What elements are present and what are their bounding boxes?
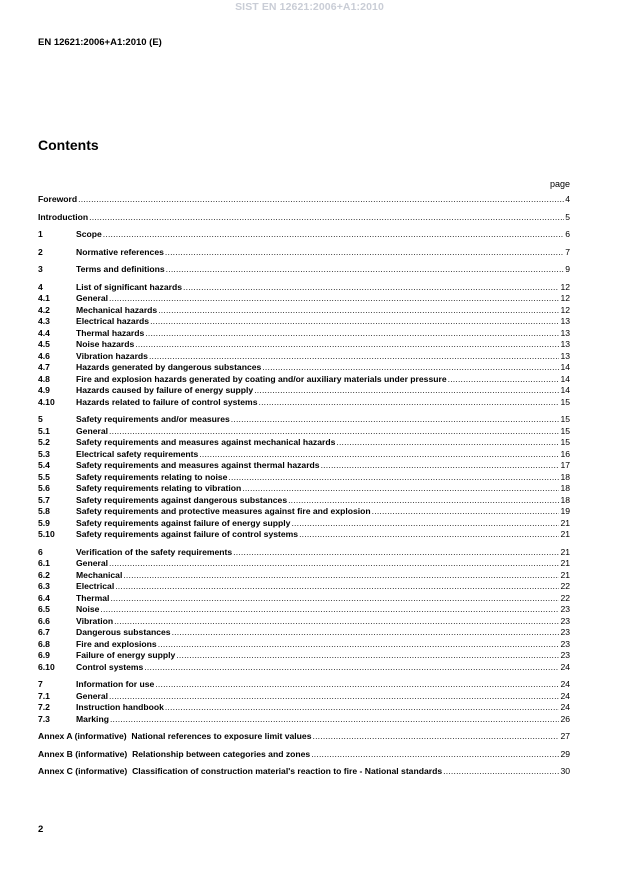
toc-entry[interactable] xyxy=(38,339,570,351)
toc-entry-page: 27 xyxy=(560,731,570,741)
toc-entry-page: 7 xyxy=(565,246,570,257)
toc-entry-title: Electrical hazards xyxy=(76,316,150,326)
toc-entry-title: Scope xyxy=(76,229,102,239)
toc-entry-number: 6.5 xyxy=(38,604,50,614)
toc-entry-number: 7.1 xyxy=(38,690,50,701)
toc-entry-title: Terms and definitions xyxy=(76,264,165,274)
toc-entry[interactable] xyxy=(38,194,570,206)
dot-leader xyxy=(183,282,559,294)
dot-leader xyxy=(100,604,559,616)
toc-entry[interactable] xyxy=(38,627,570,639)
toc-entry-title: Safety requirements and measures against mechanical hazards xyxy=(76,437,336,447)
toc-entry-page: 26 xyxy=(560,713,570,724)
dot-leader xyxy=(158,639,560,651)
toc-entry[interactable] xyxy=(38,483,570,495)
dot-leader xyxy=(109,691,559,703)
page-number: 2 xyxy=(38,824,44,835)
toc-entry-page: 4 xyxy=(565,194,570,204)
toc-entry[interactable] xyxy=(38,414,570,426)
toc-entry-number: 6.10 xyxy=(38,661,55,672)
toc-entry[interactable] xyxy=(38,702,570,714)
contents-heading: Contents xyxy=(38,137,99,153)
toc-entry-page: 13 xyxy=(560,350,570,361)
toc-entry-page: 24 xyxy=(560,690,570,701)
toc-entry-title: Safety requirements against dangerous substances xyxy=(76,494,288,505)
toc-entry-number: 5.6 xyxy=(38,483,50,493)
toc-entry-title: General xyxy=(76,425,109,436)
dot-leader xyxy=(109,426,559,438)
toc-entry-title: List of significant hazards xyxy=(76,281,183,292)
toc-entry-number: 6.8 xyxy=(38,638,50,649)
toc-entry-number: 5 xyxy=(38,414,43,424)
toc-entry-title: Thermal xyxy=(76,592,110,603)
toc-entry-number: 4.1 xyxy=(38,293,50,303)
toc-entry-title: Hazards related to failure of control systems xyxy=(76,396,258,407)
toc-entry-title: Annex C (informative) Classification of construction material's reaction to fire - National standards xyxy=(38,766,443,776)
toc-entry[interactable] xyxy=(38,282,570,294)
toc-entry-page: 12 xyxy=(560,304,570,315)
dot-leader xyxy=(145,328,559,340)
toc-entry-title: Safety requirements and/or measures xyxy=(76,414,230,424)
dot-leader xyxy=(166,264,565,276)
dot-leader xyxy=(110,593,559,605)
toc-entry-title: Safety requirements relating to vibration xyxy=(76,483,242,493)
toc-entry-number: 4.10 xyxy=(38,396,55,407)
toc-entry-title: Fire and explosions xyxy=(76,638,157,649)
toc-entry-page: 23 xyxy=(560,638,570,649)
toc-entry[interactable] xyxy=(38,229,570,241)
toc-entry-title: Safety requirements relating to noise xyxy=(76,471,228,482)
toc-entry-title: Dangerous substances xyxy=(76,627,171,637)
dot-leader xyxy=(114,616,559,628)
table-of-contents xyxy=(38,194,570,778)
toc-entry-number: 7 xyxy=(38,679,43,689)
toc-entry-number: 3 xyxy=(38,264,43,274)
dot-leader xyxy=(242,483,559,495)
toc-entry-page: 15 xyxy=(560,396,570,407)
toc-entry-number: 4.7 xyxy=(38,362,50,372)
toc-entry[interactable] xyxy=(38,714,570,726)
toc-entry-title: Foreword xyxy=(38,194,78,204)
dot-leader xyxy=(115,581,559,593)
toc-entry[interactable] xyxy=(38,650,570,662)
toc-entry[interactable] xyxy=(38,328,570,340)
toc-entry-page: 12 xyxy=(560,293,570,303)
dot-leader xyxy=(231,414,560,426)
toc-entry-page: 15 xyxy=(560,425,570,436)
toc-entry[interactable] xyxy=(38,558,570,570)
toc-entry[interactable] xyxy=(38,247,570,259)
toc-entry-page: 21 xyxy=(560,569,570,580)
toc-entry-page: 14 xyxy=(560,373,570,384)
dot-leader xyxy=(254,385,559,397)
toc-entry-title: General xyxy=(76,690,109,701)
toc-entry-title: Hazards generated by dangerous substances xyxy=(76,362,262,372)
toc-entry-page: 23 xyxy=(560,615,570,626)
toc-entry-number: 6.6 xyxy=(38,615,50,626)
page-column-label: page xyxy=(549,179,570,189)
toc-entry-number: 6.9 xyxy=(38,650,50,660)
toc-entry-number: 5.3 xyxy=(38,448,50,459)
toc-entry-title: Mechanical hazards xyxy=(76,304,158,315)
toc-entry[interactable] xyxy=(38,437,570,449)
toc-entry[interactable] xyxy=(38,472,570,484)
toc-entry-title: Safety requirements and measures against thermal hazards xyxy=(76,460,320,470)
toc-entry-title: Fire and explosion hazards generated by coating and/or auxiliary materials under pressure xyxy=(76,373,447,384)
toc-entry[interactable] xyxy=(38,547,570,559)
toc-entry[interactable] xyxy=(38,351,570,363)
dot-leader xyxy=(155,679,559,691)
dot-leader xyxy=(448,374,560,386)
toc-entry[interactable] xyxy=(38,293,570,305)
toc-entry-title: Mechanical xyxy=(76,569,123,580)
toc-entry-page: 13 xyxy=(560,316,570,326)
toc-entry-title: Hazards caused by failure of energy supply xyxy=(76,385,254,395)
dot-leader xyxy=(165,247,564,259)
dot-leader xyxy=(165,702,560,714)
toc-entry[interactable] xyxy=(38,305,570,317)
toc-entry-page: 24 xyxy=(560,702,570,712)
toc-entry-number: 4.9 xyxy=(38,385,50,395)
toc-entry-page: 22 xyxy=(560,592,570,603)
toc-entry-page: 18 xyxy=(560,483,570,493)
toc-entry-title: Marking xyxy=(76,713,109,724)
toc-entry-page: 24 xyxy=(560,661,570,672)
toc-entry-title: Electrical xyxy=(76,581,115,591)
toc-entry-number: 7.2 xyxy=(38,702,50,712)
toc-entry-page: 23 xyxy=(560,627,570,637)
toc-entry-title: Noise xyxy=(76,604,100,614)
dot-leader xyxy=(258,397,559,409)
dot-leader xyxy=(313,731,560,743)
toc-entry-page: 19 xyxy=(560,506,570,516)
toc-entry-title: Verification of the safety requirements xyxy=(76,546,233,557)
toc-entry-number: 6.2 xyxy=(38,569,50,580)
toc-entry[interactable] xyxy=(38,749,570,761)
toc-entry-number: 5.8 xyxy=(38,506,50,516)
toc-entry-page: 23 xyxy=(560,650,570,660)
watermark: SIST EN 12621:2006+A1:2010 xyxy=(235,1,384,13)
toc-entry-title: Control systems xyxy=(76,661,144,672)
toc-entry[interactable] xyxy=(38,639,570,651)
toc-entry[interactable] xyxy=(38,662,570,674)
dot-leader xyxy=(311,749,559,761)
toc-entry-number: 4.6 xyxy=(38,350,50,361)
toc-entry-page: 18 xyxy=(560,471,570,482)
toc-entry-number: 4.5 xyxy=(38,339,50,349)
toc-entry-number: 7.3 xyxy=(38,713,50,724)
toc-entry-page: 13 xyxy=(560,339,570,349)
toc-entry-number: 4.2 xyxy=(38,304,50,315)
toc-entry[interactable] xyxy=(38,691,570,703)
toc-entry[interactable] xyxy=(38,604,570,616)
toc-entry[interactable] xyxy=(38,374,570,386)
toc-entry-page: 9 xyxy=(565,264,570,274)
dot-leader xyxy=(149,351,559,363)
dot-leader xyxy=(228,472,559,484)
toc-entry[interactable] xyxy=(38,593,570,605)
toc-entry-page: 16 xyxy=(560,448,570,459)
toc-entry-page: 15 xyxy=(560,437,570,447)
dot-leader xyxy=(288,495,559,507)
dot-leader xyxy=(89,212,564,224)
toc-entry-page: 22 xyxy=(560,581,570,591)
toc-entry-page: 18 xyxy=(560,494,570,505)
toc-entry[interactable] xyxy=(38,506,570,518)
dot-leader xyxy=(144,662,559,674)
toc-entry-title: Introduction xyxy=(38,211,89,222)
toc-entry-title: Normative references xyxy=(76,246,164,257)
toc-entry-page: 23 xyxy=(560,604,570,614)
dot-leader xyxy=(158,305,559,317)
toc-entry-page: 17 xyxy=(560,460,570,470)
toc-entry-page: 30 xyxy=(560,766,570,776)
toc-entry-page: 5 xyxy=(565,211,570,222)
toc-entry-number: 6.4 xyxy=(38,592,50,603)
toc-entry-page: 24 xyxy=(560,679,570,689)
toc-entry-number: 2 xyxy=(38,246,43,257)
dot-leader xyxy=(299,529,559,541)
toc-entry-number: 4.4 xyxy=(38,327,50,338)
dot-leader xyxy=(336,437,559,449)
toc-entry[interactable] xyxy=(38,518,570,530)
toc-entry-page: 21 xyxy=(560,546,570,557)
toc-entry-title: Safety requirements against failure of control systems xyxy=(76,529,299,539)
toc-entry-title: Safety requirements against failure of energy supply xyxy=(76,517,291,528)
toc-entry[interactable] xyxy=(38,449,570,461)
toc-entry-number: 5.5 xyxy=(38,471,50,482)
toc-entry[interactable] xyxy=(38,731,570,743)
toc-entry[interactable] xyxy=(38,495,570,507)
dot-leader xyxy=(262,362,559,374)
toc-entry-page: 6 xyxy=(565,229,570,239)
toc-entry-title: Thermal hazards xyxy=(76,327,145,338)
toc-entry[interactable] xyxy=(38,460,570,472)
dot-leader xyxy=(291,518,559,530)
toc-entry-number: 6 xyxy=(38,546,43,557)
dot-leader xyxy=(123,570,559,582)
toc-entry-title: Annex B (informative) Relationship between categories and zones xyxy=(38,748,311,759)
toc-entry-number: 5.4 xyxy=(38,460,50,470)
toc-entry-title: Information for use xyxy=(76,679,155,689)
dot-leader xyxy=(109,293,559,305)
toc-entry-title: Instruction handbook xyxy=(76,702,164,712)
toc-entry[interactable] xyxy=(38,264,570,276)
toc-entry-number: 4.3 xyxy=(38,316,50,326)
toc-entry-page: 21 xyxy=(560,558,570,568)
toc-entry[interactable] xyxy=(38,581,570,593)
dot-leader xyxy=(109,558,559,570)
toc-entry-number: 6.3 xyxy=(38,581,50,591)
toc-entry[interactable] xyxy=(38,616,570,628)
toc-entry-number: 1 xyxy=(38,229,43,239)
dot-leader xyxy=(78,194,564,206)
toc-entry-number: 6.1 xyxy=(38,558,50,568)
toc-entry-title: Noise hazards xyxy=(76,339,135,349)
toc-entry[interactable] xyxy=(38,316,570,328)
toc-entry[interactable] xyxy=(38,362,570,374)
toc-entry[interactable] xyxy=(38,766,570,778)
toc-entry-page: 14 xyxy=(560,362,570,372)
toc-entry-page: 14 xyxy=(560,385,570,395)
dot-leader xyxy=(135,339,559,351)
toc-entry-number: 6.7 xyxy=(38,627,50,637)
toc-entry-title: Vibration xyxy=(76,615,114,626)
dot-leader xyxy=(110,714,559,726)
toc-entry-page: 29 xyxy=(560,748,570,759)
toc-entry[interactable] xyxy=(38,385,570,397)
dot-leader xyxy=(372,506,560,518)
dot-leader xyxy=(103,229,564,241)
toc-entry-page: 21 xyxy=(560,529,570,539)
dot-leader xyxy=(443,766,559,778)
toc-entry-page: 13 xyxy=(560,327,570,338)
toc-entry[interactable] xyxy=(38,570,570,582)
toc-entry-page: 21 xyxy=(560,517,570,528)
dot-leader xyxy=(172,627,560,639)
toc-entry-title: Failure of energy supply xyxy=(76,650,176,660)
toc-entry[interactable] xyxy=(38,212,570,224)
toc-entry-number: 5.9 xyxy=(38,517,50,528)
toc-entry-number: 5.7 xyxy=(38,494,50,505)
toc-entry-page: 15 xyxy=(560,414,570,424)
toc-entry[interactable] xyxy=(38,426,570,438)
toc-entry-title: Annex A (informative) National references to exposure limit values xyxy=(38,731,312,741)
toc-entry-title: Safety requirements and protective measures against fire and explosion xyxy=(76,506,371,516)
dot-leader xyxy=(233,547,559,559)
document-id: EN 12621:2006+A1:2010 (E) xyxy=(38,37,162,48)
toc-entry-title: Electrical safety requirements xyxy=(76,448,199,459)
toc-entry-number: 5.10 xyxy=(38,529,55,539)
dot-leader xyxy=(321,460,560,472)
toc-entry-title: General xyxy=(76,558,109,568)
toc-entry-number: 4.8 xyxy=(38,373,50,384)
toc-entry-number: 4 xyxy=(38,281,43,292)
toc-entry[interactable] xyxy=(38,679,570,691)
toc-entry-number: 5.2 xyxy=(38,437,50,447)
dot-leader xyxy=(150,316,559,328)
toc-entry-title: General xyxy=(76,293,109,303)
dot-leader xyxy=(176,650,559,662)
toc-entry-page: 12 xyxy=(560,281,570,292)
toc-entry[interactable] xyxy=(38,529,570,541)
toc-entry-number: 5.1 xyxy=(38,425,50,436)
dot-leader xyxy=(199,449,559,461)
toc-entry-title: Vibration hazards xyxy=(76,350,148,361)
toc-entry[interactable] xyxy=(38,397,570,409)
